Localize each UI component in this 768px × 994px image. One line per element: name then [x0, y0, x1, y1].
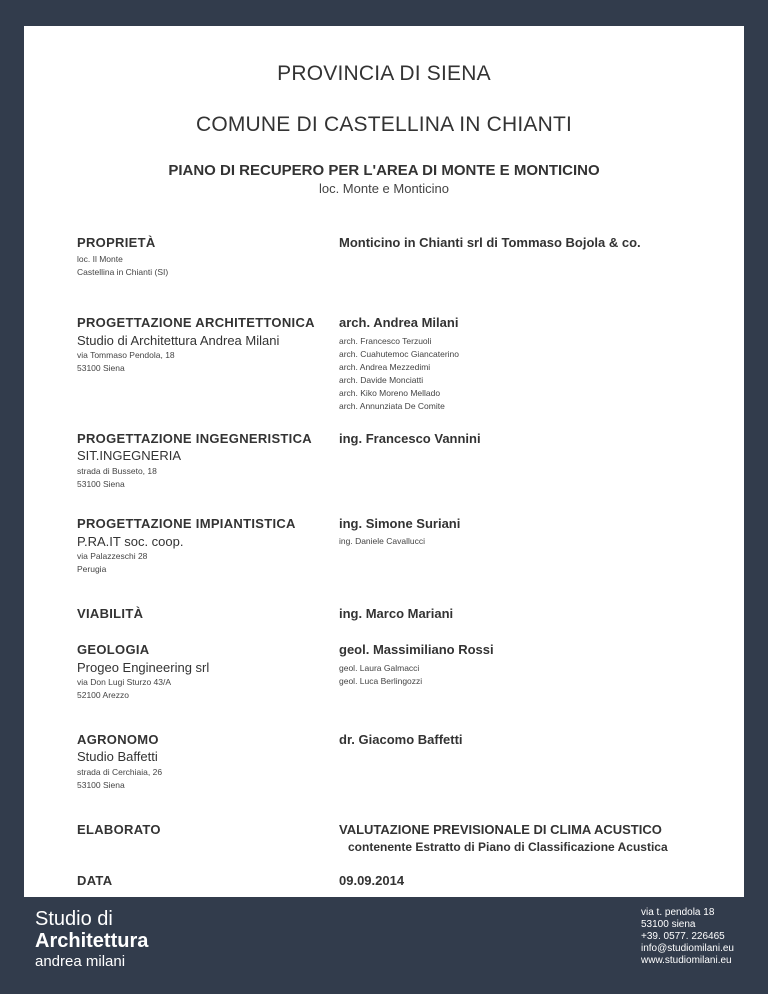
address-line: strada di Busseto, 18 — [77, 466, 157, 476]
data-value: 09.09.2014 — [339, 873, 405, 888]
elaborato-subtitle: contenente Estratto di Piano di Classificazione Acustica — [348, 840, 668, 854]
plan-title: PIANO DI RECUPERO PER L'AREA DI MONTE E MONTICINO — [168, 162, 600, 179]
geologia-lead: geol. Massimiliano Rossi — [339, 642, 494, 657]
contact-address: via t. pendola 18 — [641, 907, 715, 918]
viabilita-lead: ing. Marco Mariani — [339, 606, 454, 621]
proprieta-label: PROPRIETÀ — [77, 235, 156, 250]
agronomo-lead: dr. Giacomo Baffetti — [339, 732, 463, 747]
impiantistica-lead: ing. Simone Suriani — [339, 516, 461, 531]
agronomo-org: Studio Baffetti — [77, 749, 158, 764]
collaborator: ing. Daniele Cavallucci — [339, 536, 425, 546]
collaborator: arch. Kiko Moreno Mellado — [339, 388, 441, 398]
geologia-org: Progeo Engineering srl — [77, 660, 210, 675]
geologia-label: GEOLOGIA — [77, 642, 150, 657]
architettonica-lead: arch. Andrea Milani — [339, 315, 459, 330]
impiantistica-org: P.RA.IT soc. coop. — [77, 534, 184, 549]
impiantistica-collaborators — [339, 535, 425, 548]
province-title: PROVINCIA DI SIENA — [277, 62, 491, 85]
collaborator: arch. Francesco Terzuoli — [339, 336, 432, 346]
address-line: 53100 Siena — [77, 479, 125, 489]
geologia-address — [77, 676, 171, 702]
impiantistica-label: PROGETTAZIONE IMPIANTISTICA — [77, 516, 296, 531]
elaborato-label: ELABORATO — [77, 822, 161, 837]
plan-location: loc. Monte e Monticino — [318, 181, 450, 196]
logo-line: Studio di — [35, 908, 113, 930]
collaborator: arch. Cuahutemoc Giancaterino — [339, 349, 460, 359]
collaborator: arch. Annunziata De Comite — [339, 401, 445, 411]
proprieta-address — [77, 253, 168, 279]
elaborato-title: VALUTAZIONE PREVISIONALE DI CLIMA ACUSTICO — [339, 822, 662, 837]
data-label: DATA — [77, 873, 113, 888]
collaborator: arch. Davide Monciatti — [339, 375, 424, 385]
footer-contacts — [641, 907, 734, 967]
architettonica-collaborators — [339, 335, 459, 413]
address-line: via Palazzeschi 28 — [77, 551, 148, 561]
ingegneristica-lead: ing. Francesco Vannini — [339, 431, 481, 446]
address-line: strada di Cerchiaia, 26 — [77, 767, 163, 777]
agronomo-label: AGRONOMO — [77, 732, 159, 747]
address-line: Castellina in Chianti (SI) — [77, 267, 169, 277]
collaborator: geol. Laura Galmacci — [339, 663, 420, 673]
logo-line: Architettura — [35, 930, 149, 952]
contact-website: www.studiomilani.eu — [641, 955, 732, 966]
address-line: 53100 Siena — [77, 363, 125, 373]
contact-email: info@studiomilani.eu — [641, 943, 734, 954]
ingegneristica-address — [77, 465, 157, 491]
ingegneristica-org: SIT.INGEGNERIA — [77, 448, 182, 463]
impiantistica-address — [77, 550, 147, 576]
address-line: loc. Il Monte — [77, 254, 123, 264]
contact-city: 53100 siena — [641, 919, 696, 930]
address-line: via Tommaso Pendola, 18 — [77, 350, 175, 360]
architettonica-org: Studio di Architettura Andrea Milani — [77, 333, 280, 348]
contact-phone: +39. 0577. 226465 — [641, 931, 725, 942]
logo-line: andrea milani — [35, 953, 126, 970]
address-line: Perugia — [77, 564, 107, 574]
studio-logo — [35, 908, 148, 972]
proprieta-owner: Monticino in Chianti srl di Tommaso Bojola & co. — [339, 235, 641, 250]
geologia-collaborators — [339, 662, 422, 688]
viabilita-label: VIABILITÀ — [77, 606, 144, 621]
address-line: 53100 Siena — [77, 780, 125, 790]
architettonica-label: PROGETTAZIONE ARCHITETTONICA — [77, 315, 315, 330]
address-line: via Don Lugi Sturzo 43/A — [77, 677, 172, 687]
municipality-title: COMUNE DI CASTELLINA IN CHIANTI — [195, 113, 573, 136]
architettonica-address — [77, 349, 175, 375]
address-line: 52100 Arezzo — [77, 690, 129, 700]
ingegneristica-label: PROGETTAZIONE INGEGNERISTICA — [77, 431, 312, 446]
agronomo-address — [77, 766, 162, 792]
collaborator: arch. Andrea Mezzedimi — [339, 362, 431, 372]
collaborator: geol. Luca Berlingozzi — [339, 676, 423, 686]
